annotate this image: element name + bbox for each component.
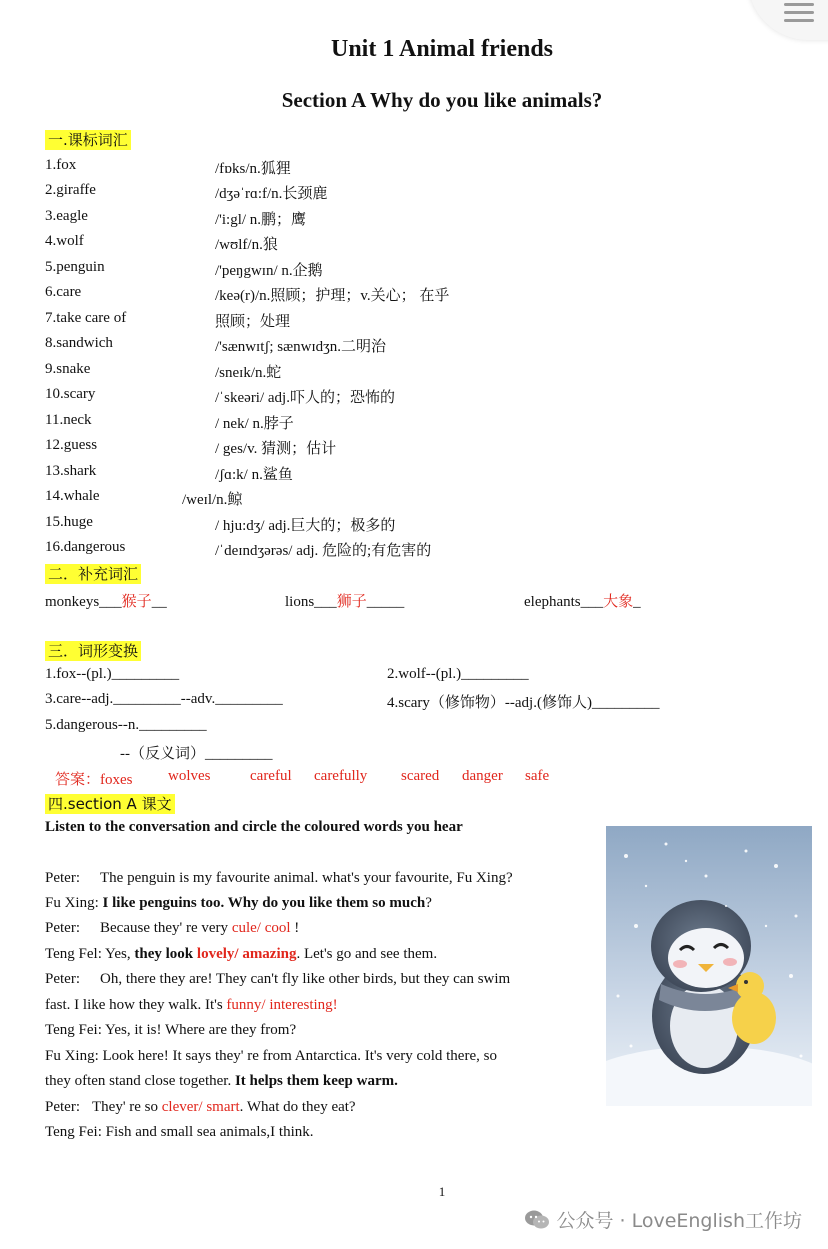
answer-item: careful [250,768,292,784]
page-title: Unit 1 Animal friends [330,36,554,62]
dialogue-line: Fu Xing: Look here! It says they' re from Antarctica. It's very cold there, so [45,1048,497,1064]
vocab-word: 10.scary [45,386,96,402]
section1-heading: 一.课标词汇 [45,129,131,150]
watermark: 公众号 · LoveEnglish工作坊 [524,1206,802,1236]
vocab-def: /wʊlf/n.狼 [215,237,278,253]
vocab-word: 7.take care of [45,310,127,326]
answer-item: carefully [314,768,368,784]
vocab-def: /'peŋgwɪn/ n.企鹅 [215,263,323,279]
page-subtitle: Section A Why do you like animals? [281,88,603,112]
section3-heading: 三．词形变换 [45,640,141,661]
vocab-def: /sneɪk/n.蛇 [215,365,282,381]
vocab-word: 12.guess [45,437,98,453]
answer-key: 答案：foxes [55,772,133,788]
dialogue-line: fast. I like how they walk. It's funny/ interesting! [45,997,338,1013]
vocab-def: /'sænwɪtʃ; sænwɪdʒn.二明治 [215,339,387,355]
vocab-word: 3.eagle [45,208,88,224]
vocab-word: 13.shark [45,463,97,479]
supplement-item: monkeys___猴子__ [45,594,167,610]
vocab-word: 6.care [45,284,82,300]
dialogue-line: Peter: Because they' re very cule/ cool ! [45,920,300,936]
section2-heading: 二．补充词汇 [45,563,141,584]
exercise-q4: 4.scary（修饰物）--adj.(修饰人)_________ [387,695,660,711]
exercise-q5-antonym: --（反义词）_________ [120,746,273,762]
supplement-item: lions___狮子_____ [285,594,405,610]
dialogue-line: Peter: They' re so clever/ smart. What do they eat? [45,1099,356,1115]
dialogue-line: Peter: The penguin is my favourite animal. what's your favourite, Fu Xing? [45,870,513,886]
dialogue-line: Teng Fei: Fish and small sea animals,I think. [45,1124,314,1140]
exercise-q3: 3.care--adj._________--adv._________ [45,691,283,707]
vocab-def: /keə(r)/n.照顾；护理；v.关心； 在乎 [215,288,450,304]
vocab-word: 14.whale [45,488,100,504]
exercise-q5: 5.dangerous--n._________ [45,717,207,733]
vocab-def: / hju:dʒ/ adj.巨大的；极多的 [215,518,396,534]
page-number: 1 [438,1184,446,1199]
vocab-word: 16.dangerous [45,539,126,555]
dialogue-line: Peter: Oh, there they are! They can't fly like other birds, but they can swim [45,971,511,987]
answer-item: safe [525,768,550,784]
vocab-def: /ˈdeɪndʒərəs/ adj. 危险的;有危害的 [215,543,432,559]
vocab-def: /ˈskeəri/ adj.吓人的；恐怖的 [215,390,395,406]
answer-item: danger [462,768,503,784]
vocab-def: /weɪl/n.鲸 [182,492,243,508]
wechat-icon [524,1209,550,1236]
supplement-item: elephants___大象_ [524,594,641,610]
vocab-word: 4.wolf [45,233,84,249]
answer-item: scared [401,768,440,784]
vocab-def: / nek/ n.脖子 [215,416,294,432]
vocab-def: 照顾；处理 [215,314,291,330]
dialogue-line: Fu Xing: I like penguins too. Why do you like them so much? [45,895,432,911]
vocab-word: 15.huge [45,514,93,530]
penguin-illustration [606,826,812,1106]
vocab-word: 1.fox [45,157,77,173]
vocab-def: /fɒks/n.狐狸 [215,161,291,177]
dialogue-line: they often stand close together. It helps them keep warm. [45,1073,398,1089]
vocab-def: / ges/v. 猜测；估计 [215,441,337,457]
exercise-q1: 1.fox--(pl.)_________ [45,666,180,682]
vocab-word: 8.sandwich [45,335,113,351]
section4-heading: 四.section A 课文 [45,793,175,814]
dialogue-line: Teng Fel: Yes, they look lovely/ amazing. Let's go and see them. [45,946,438,962]
instruction: Listen to the conversation and circle the coloured words you hear [45,819,463,835]
vocab-word: 2.giraffe [45,182,96,198]
exercise-q2: 2.wolf--(pl.)_________ [387,666,529,682]
hamburger-menu-icon[interactable] [784,0,814,27]
dialogue-line: Teng Fei: Yes, it is! Where are they from? [45,1022,297,1038]
vocab-word: 5.penguin [45,259,105,275]
vocab-def: /ʃɑ:k/ n.鲨鱼 [215,467,293,483]
vocab-def: /'i:gl/ n.鹏；鹰 [215,212,307,228]
answer-item: wolves [168,768,211,784]
vocab-word: 9.snake [45,361,91,377]
vocab-def: /dʒəˈrɑ:f/n.长颈鹿 [215,186,328,202]
vocab-word: 11.neck [45,412,92,428]
